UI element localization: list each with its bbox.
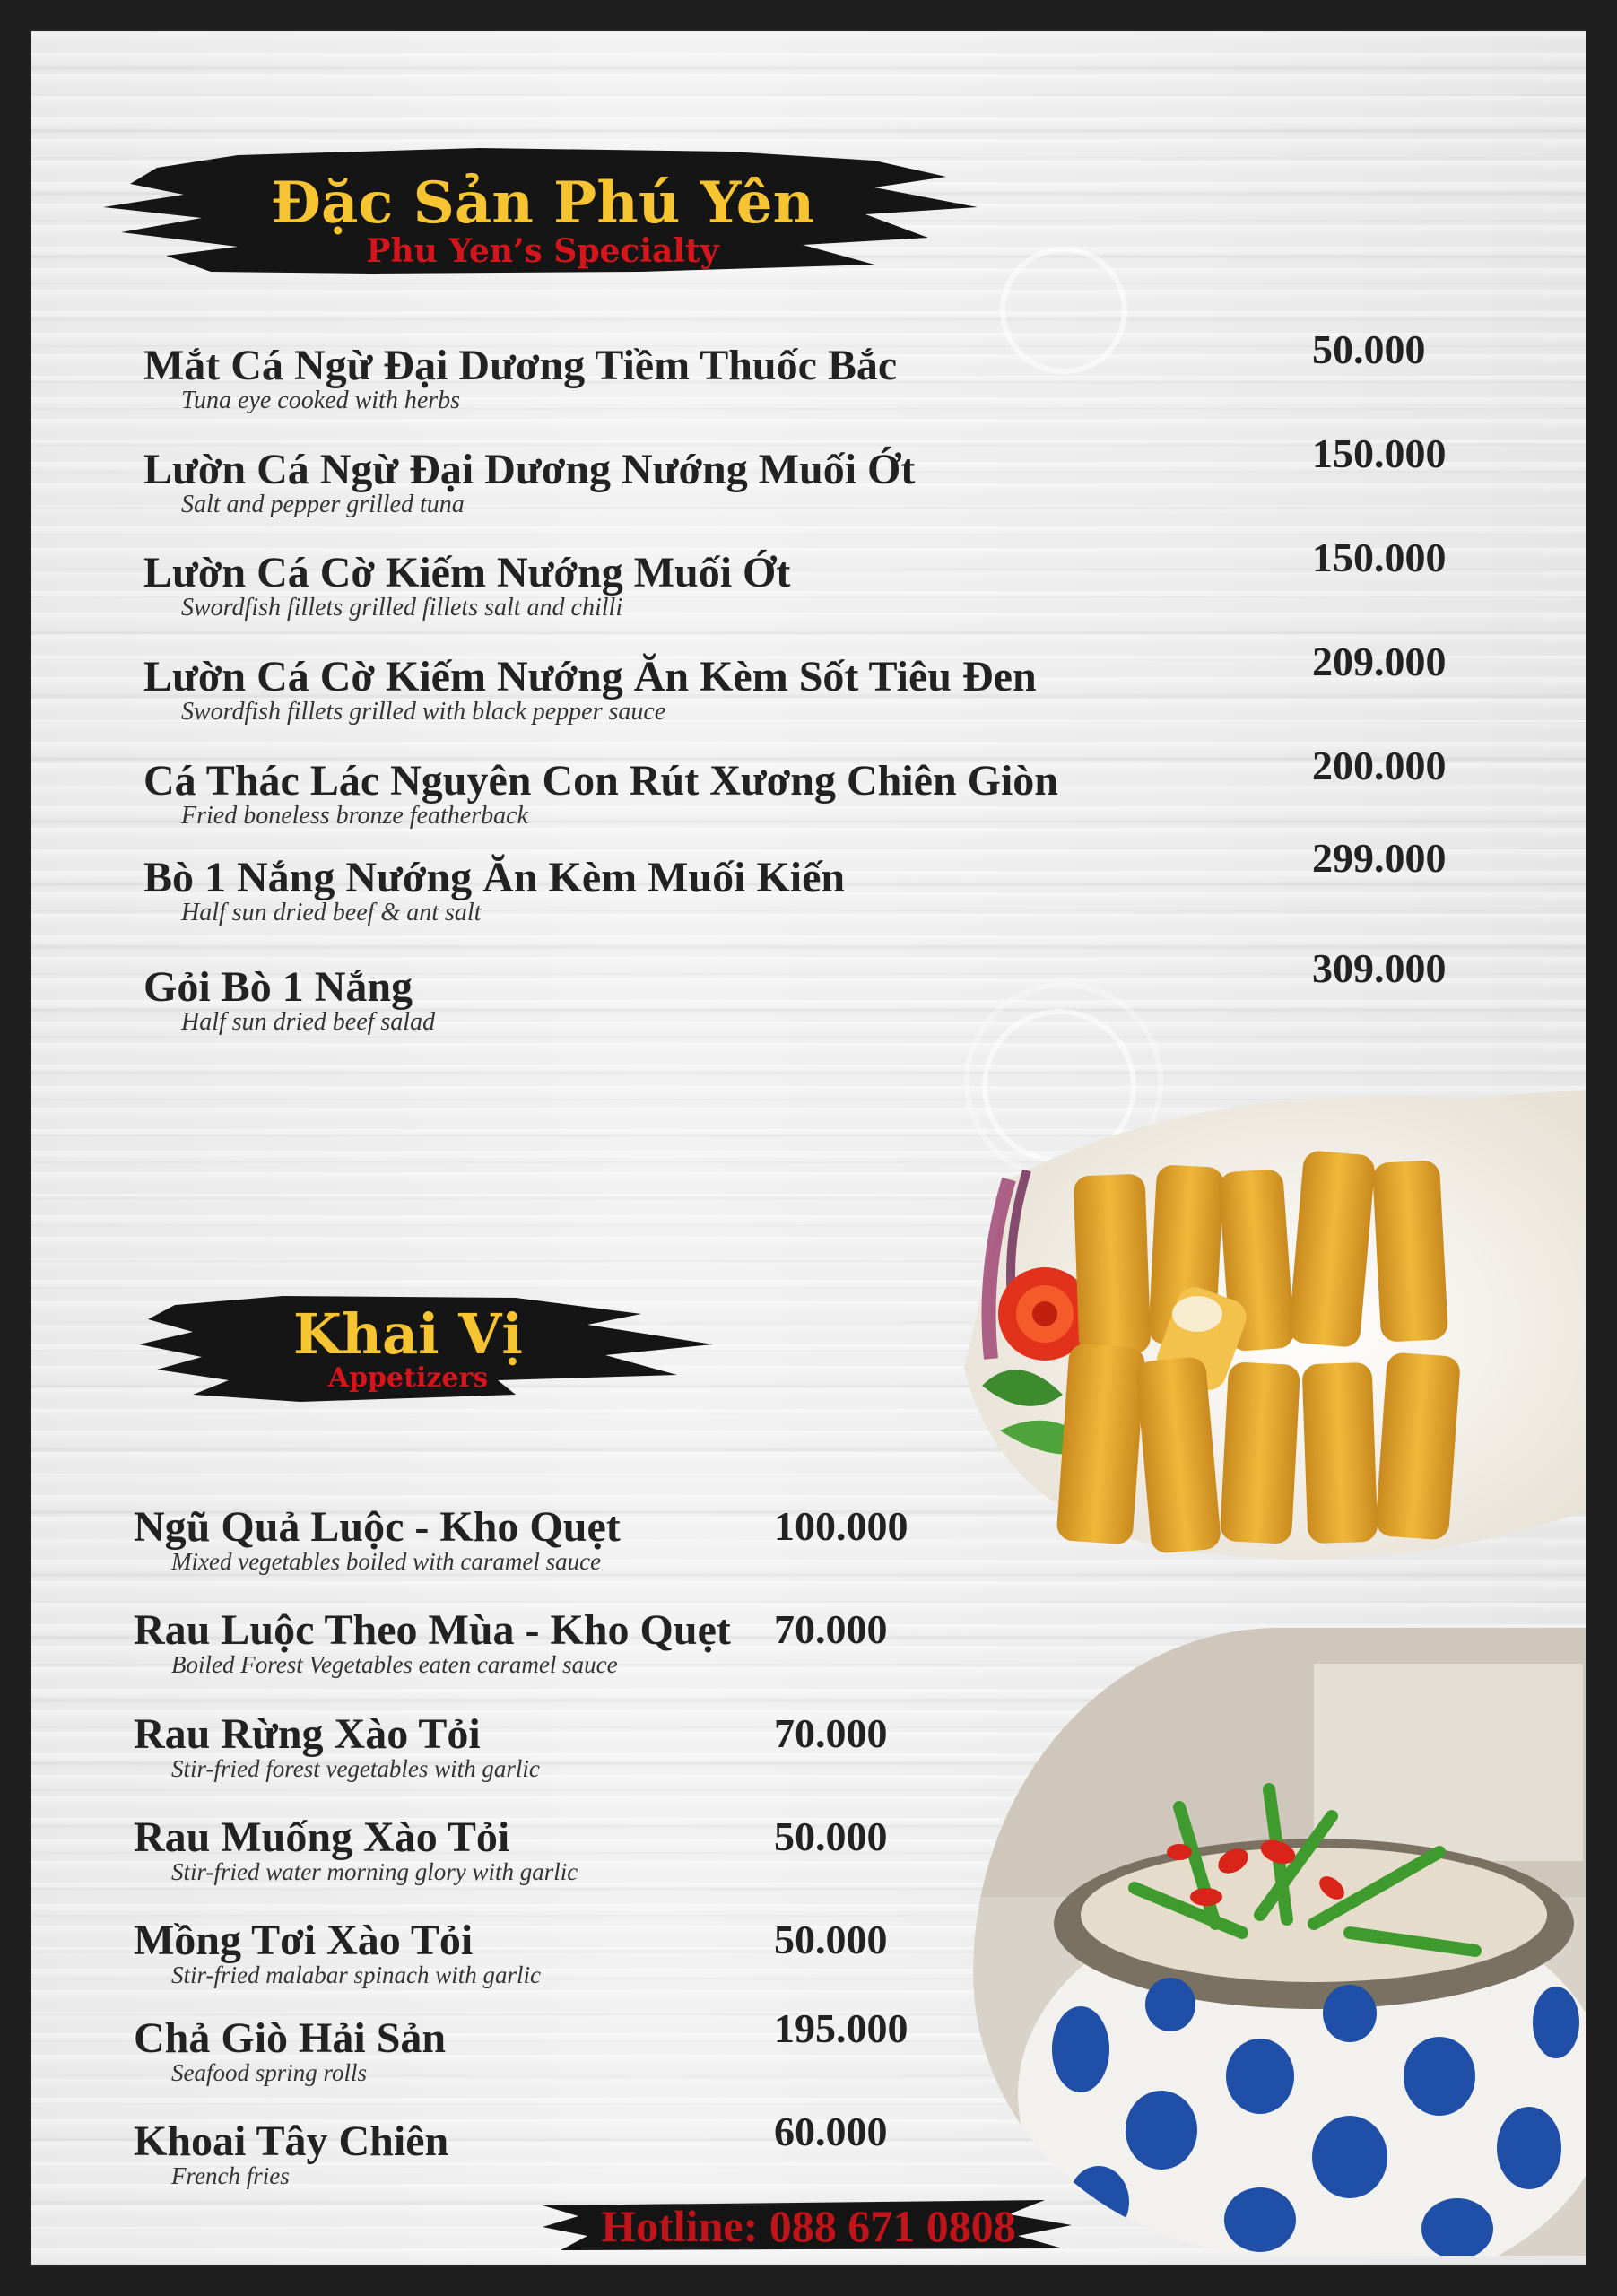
appetizers-title: Khai Vị bbox=[293, 1301, 523, 1367]
dish-name: Gỏi Bò 1 Nắng bbox=[143, 963, 413, 1011]
spring-rolls-illustration bbox=[928, 1045, 1586, 1583]
list-item bbox=[134, 1605, 731, 1679]
list-item bbox=[143, 962, 435, 1037]
dish-price: 209.000 bbox=[1312, 639, 1447, 684]
list-item bbox=[134, 2013, 446, 2087]
appetizers-subtitle: Appetizers bbox=[327, 1362, 489, 1394]
vegetable-jar-photo bbox=[973, 1628, 1586, 2256]
dish-price: 50.000 bbox=[774, 1813, 888, 1859]
dish-name: Lườn Cá Cờ Kiếm Nướng Muối Ớt bbox=[143, 549, 791, 596]
list-item bbox=[134, 1813, 578, 1886]
dish-name: Rau Muống Xào Tỏi bbox=[134, 1813, 510, 1861]
dish-price: 150.000 bbox=[1312, 535, 1447, 580]
dish-description: Half sun dried beef & ant salt bbox=[181, 899, 482, 926]
spring-rolls-photo bbox=[928, 1045, 1586, 1583]
dish-name: Khoai Tây Chiên bbox=[134, 2118, 449, 2165]
dish-name: Ngũ Quả Luộc - Kho Quẹt bbox=[134, 1503, 621, 1551]
dish-price: 309.000 bbox=[1312, 945, 1447, 991]
dish-name: Lườn Cá Cờ Kiếm Nướng Ăn Kèm Sốt Tiêu Đen bbox=[143, 653, 1037, 700]
specialty-title: Đặc Sản Phú Yên bbox=[271, 170, 814, 237]
dish-price: 150.000 bbox=[1312, 430, 1447, 476]
dish-price: 50.000 bbox=[774, 1917, 888, 1962]
dish-description: Tuna eye cooked with herbs bbox=[181, 387, 461, 414]
dish-description: Mixed vegetables boiled with caramel sauce bbox=[171, 1548, 602, 1575]
dish-price: 200.000 bbox=[1312, 743, 1447, 788]
dish-name: Rau Luộc Theo Mùa - Kho Quẹt bbox=[134, 1606, 731, 1654]
dish-description: Swordfish fillets grilled fillets salt and chilli bbox=[181, 594, 623, 622]
dish-description: Boiled Forest Vegetables eaten caramel sauce bbox=[171, 1651, 618, 1678]
dish-name: Mồng Tơi Xào Tỏi bbox=[134, 1917, 474, 1964]
list-item bbox=[143, 756, 1058, 831]
list-item bbox=[134, 1916, 541, 1989]
list-item bbox=[143, 853, 845, 927]
list-item bbox=[143, 652, 1037, 726]
list-item bbox=[134, 1709, 540, 1783]
appetizers-banner bbox=[139, 1269, 713, 1413]
list-item bbox=[134, 1502, 621, 1576]
dish-price: 70.000 bbox=[774, 1710, 888, 1756]
dish-name: Bò 1 Nắng Nướng Ăn Kèm Muối Kiến bbox=[143, 854, 846, 901]
dish-description: French fries bbox=[171, 2162, 290, 2189]
vegetable-jar-illustration bbox=[973, 1628, 1586, 2256]
dish-name: Lườn Cá Ngừ Đại Dương Nướng Muối Ớt bbox=[143, 446, 916, 493]
hotline-text[interactable]: Hotline: 088 671 0808 bbox=[601, 2201, 1016, 2251]
menu-page bbox=[31, 31, 1586, 2265]
list-item bbox=[143, 445, 915, 519]
dish-price: 195.000 bbox=[774, 2005, 908, 2051]
specialty-banner bbox=[103, 121, 982, 291]
list-item bbox=[143, 548, 790, 622]
list-item bbox=[134, 2117, 448, 2190]
hotline-footer bbox=[31, 2200, 1586, 2252]
dish-price: 60.000 bbox=[774, 2109, 888, 2154]
dish-description: Salt and pepper grilled tuna bbox=[181, 491, 465, 518]
dish-description: Fried boneless bronze featherback bbox=[181, 802, 528, 830]
dish-description: Seafood spring rolls bbox=[171, 2059, 368, 2086]
dish-name: Mắt Cá Ngừ Đại Dương Tiềm Thuốc Bắc bbox=[143, 342, 898, 389]
dish-description: Half sun dried beef salad bbox=[181, 1008, 436, 1036]
dish-description: Swordfish fillets grilled with black pepper sauce bbox=[181, 698, 666, 726]
dish-price: 299.000 bbox=[1312, 835, 1447, 881]
dish-price: 70.000 bbox=[774, 1606, 888, 1652]
dish-description: Stir-fried forest vegetables with garlic bbox=[171, 1755, 540, 1782]
list-item bbox=[143, 341, 897, 415]
dish-name: Chả Giò Hải Sản bbox=[134, 2014, 447, 2062]
dish-price: 50.000 bbox=[1312, 326, 1426, 372]
dish-description: Stir-fried water morning glory with garlic bbox=[171, 1858, 578, 1885]
dish-description: Stir-fried malabar spinach with garlic bbox=[171, 1961, 541, 1988]
dish-name: Rau Rừng Xào Tỏi bbox=[134, 1710, 481, 1758]
watermark-swirl bbox=[1000, 247, 1127, 374]
dish-price: 100.000 bbox=[774, 1503, 908, 1549]
specialty-subtitle: Phu Yen’s Specialty bbox=[366, 232, 719, 270]
dish-name: Cá Thác Lác Nguyên Con Rút Xương Chiên Giòn bbox=[143, 757, 1058, 804]
